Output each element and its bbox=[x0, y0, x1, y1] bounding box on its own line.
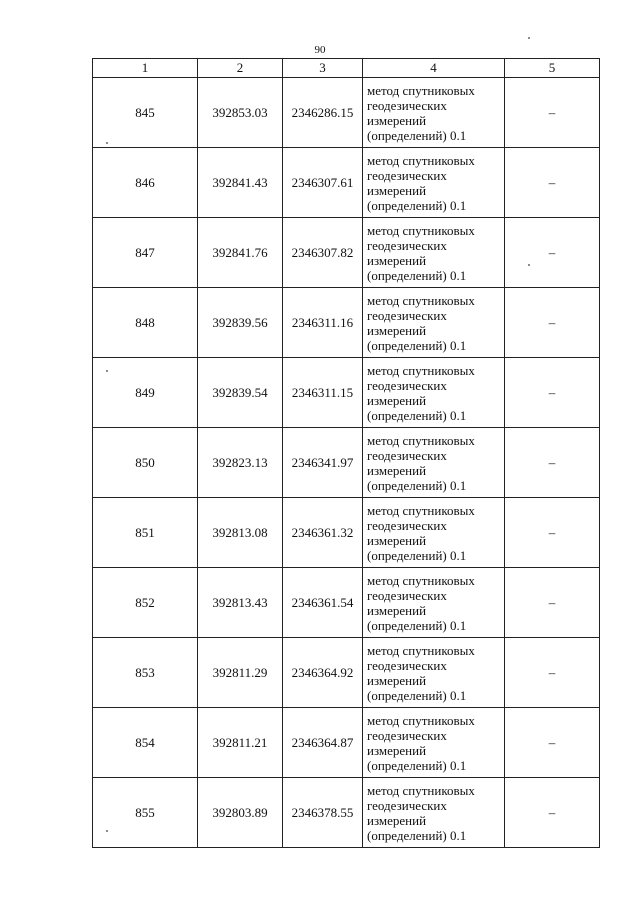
point-number-cell: 850 bbox=[93, 428, 198, 498]
point-number-cell: 849 bbox=[93, 358, 198, 428]
method-text-line: метод спутниковых bbox=[367, 292, 475, 308]
method-text-line: метод спутниковых bbox=[367, 432, 475, 448]
x-coordinate-cell: 392841.76 bbox=[198, 218, 283, 288]
note-cell: – bbox=[505, 78, 600, 148]
method-cell bbox=[363, 358, 505, 428]
x-coordinate-cell: 392813.43 bbox=[198, 568, 283, 638]
y-coordinate-cell: 2346307.61 bbox=[283, 148, 363, 218]
method-cell bbox=[363, 288, 505, 358]
note-cell: – bbox=[505, 708, 600, 778]
y-coordinate-cell: 2346378.55 bbox=[283, 778, 363, 848]
point-number-cell: 854 bbox=[93, 708, 198, 778]
method-text-line: геодезических bbox=[367, 97, 447, 113]
y-coordinate-cell: 2346361.32 bbox=[283, 498, 363, 568]
y-coordinate-cell: 2346307.82 bbox=[283, 218, 363, 288]
point-number-cell: 853 bbox=[93, 638, 198, 708]
table-body bbox=[93, 78, 600, 848]
method-text-line: геодезических bbox=[367, 237, 447, 253]
method-text-line: измерений bbox=[367, 812, 427, 828]
scan-speck bbox=[528, 37, 530, 39]
method-text-line: геодезических bbox=[367, 797, 447, 813]
method-cell bbox=[363, 708, 505, 778]
method-text-line: (определений) 0.1 bbox=[367, 687, 467, 703]
method-text-line: геодезических bbox=[367, 587, 447, 603]
method-text-line: (определений) 0.1 bbox=[367, 547, 467, 563]
method-text-line: (определений) 0.1 bbox=[367, 197, 467, 213]
method-text-line: метод спутниковых bbox=[367, 572, 475, 588]
method-text-line: геодезических bbox=[367, 727, 447, 743]
y-coordinate-cell: 2346364.87 bbox=[283, 708, 363, 778]
method-text-line: измерений bbox=[367, 392, 427, 408]
note-cell: – bbox=[505, 778, 600, 848]
coordinates-table bbox=[92, 58, 600, 848]
method-text-line: (определений) 0.1 bbox=[367, 477, 467, 493]
point-number-cell: 852 bbox=[93, 568, 198, 638]
note-cell: – bbox=[505, 358, 600, 428]
table-row bbox=[93, 78, 600, 148]
note-cell: – bbox=[505, 638, 600, 708]
method-text-line: геодезических bbox=[367, 657, 447, 673]
y-coordinate-cell: 2346341.97 bbox=[283, 428, 363, 498]
method-text-line: метод спутниковых bbox=[367, 222, 475, 238]
page-number: 90 bbox=[314, 44, 326, 56]
table-row bbox=[93, 218, 600, 288]
header-col-2: 2 bbox=[198, 59, 283, 78]
header-col-4: 4 bbox=[363, 59, 505, 78]
note-cell: – bbox=[505, 288, 600, 358]
method-cell bbox=[363, 218, 505, 288]
point-number-cell: 846 bbox=[93, 148, 198, 218]
method-text-line: измерений bbox=[367, 112, 427, 128]
method-text-line: метод спутниковых bbox=[367, 152, 475, 168]
y-coordinate-cell: 2346286.15 bbox=[283, 78, 363, 148]
y-coordinate-cell: 2346364.92 bbox=[283, 638, 363, 708]
method-text-line: геодезических bbox=[367, 447, 447, 463]
note-cell: – bbox=[505, 498, 600, 568]
x-coordinate-cell: 392839.54 bbox=[198, 358, 283, 428]
method-text-line: (определений) 0.1 bbox=[367, 617, 467, 633]
method-text-line: (определений) 0.1 bbox=[367, 827, 467, 843]
y-coordinate-cell: 2346361.54 bbox=[283, 568, 363, 638]
header-col-1: 1 bbox=[93, 59, 198, 78]
method-text-line: геодезических bbox=[367, 167, 447, 183]
point-number-cell: 848 bbox=[93, 288, 198, 358]
x-coordinate-cell: 392839.56 bbox=[198, 288, 283, 358]
scan-speck bbox=[528, 264, 530, 266]
y-coordinate-cell: 2346311.16 bbox=[283, 288, 363, 358]
method-text-line: измерений bbox=[367, 322, 427, 338]
x-coordinate-cell: 392813.08 bbox=[198, 498, 283, 568]
note-cell: – bbox=[505, 218, 600, 288]
note-cell: – bbox=[505, 148, 600, 218]
method-text-line: (определений) 0.1 bbox=[367, 267, 467, 283]
method-text-line: геодезических bbox=[367, 377, 447, 393]
method-text-line: метод спутниковых bbox=[367, 362, 475, 378]
point-number-cell: 847 bbox=[93, 218, 198, 288]
x-coordinate-cell: 392841.43 bbox=[198, 148, 283, 218]
method-text-line: (определений) 0.1 bbox=[367, 757, 467, 773]
method-text-line: измерений bbox=[367, 672, 427, 688]
method-text-line: измерений bbox=[367, 602, 427, 618]
scan-speck bbox=[106, 830, 108, 832]
table-row bbox=[93, 358, 600, 428]
table-row bbox=[93, 288, 600, 358]
x-coordinate-cell: 392811.21 bbox=[198, 708, 283, 778]
x-coordinate-cell: 392803.89 bbox=[198, 778, 283, 848]
method-text-line: (определений) 0.1 bbox=[367, 337, 467, 353]
method-text-line: измерений bbox=[367, 532, 427, 548]
point-number-cell: 851 bbox=[93, 498, 198, 568]
y-coordinate-cell: 2346311.15 bbox=[283, 358, 363, 428]
table-row bbox=[93, 778, 600, 848]
method-text-line: измерений bbox=[367, 462, 427, 478]
x-coordinate-cell: 392853.03 bbox=[198, 78, 283, 148]
method-cell bbox=[363, 428, 505, 498]
method-text-line: геодезических bbox=[367, 307, 447, 323]
method-cell bbox=[363, 638, 505, 708]
method-text-line: метод спутниковых bbox=[367, 502, 475, 518]
method-text-line: геодезических bbox=[367, 517, 447, 533]
note-cell: – bbox=[505, 568, 600, 638]
point-number-cell: 855 bbox=[93, 778, 198, 848]
table-row bbox=[93, 148, 600, 218]
note-cell: – bbox=[505, 428, 600, 498]
table-row bbox=[93, 428, 600, 498]
table-row bbox=[93, 638, 600, 708]
table-row bbox=[93, 498, 600, 568]
method-text-line: измерений bbox=[367, 252, 427, 268]
method-cell bbox=[363, 78, 505, 148]
scan-speck bbox=[106, 370, 108, 372]
header-col-5: 5 bbox=[505, 59, 600, 78]
method-text-line: метод спутниковых bbox=[367, 82, 475, 98]
method-text-line: метод спутниковых bbox=[367, 712, 475, 728]
method-cell bbox=[363, 778, 505, 848]
method-text-line: измерений bbox=[367, 182, 427, 198]
method-cell bbox=[363, 498, 505, 568]
method-cell bbox=[363, 568, 505, 638]
scan-speck bbox=[106, 142, 108, 144]
x-coordinate-cell: 392823.13 bbox=[198, 428, 283, 498]
table-row bbox=[93, 708, 600, 778]
point-number-cell: 845 bbox=[93, 78, 198, 148]
x-coordinate-cell: 392811.29 bbox=[198, 638, 283, 708]
method-text-line: (определений) 0.1 bbox=[367, 127, 467, 143]
method-text-line: (определений) 0.1 bbox=[367, 407, 467, 423]
method-text-line: метод спутниковых bbox=[367, 782, 475, 798]
table-header-row bbox=[93, 59, 600, 78]
method-text-line: метод спутниковых bbox=[367, 642, 475, 658]
header-col-3: 3 bbox=[283, 59, 363, 78]
table-row bbox=[93, 568, 600, 638]
method-text-line: измерений bbox=[367, 742, 427, 758]
method-cell bbox=[363, 148, 505, 218]
